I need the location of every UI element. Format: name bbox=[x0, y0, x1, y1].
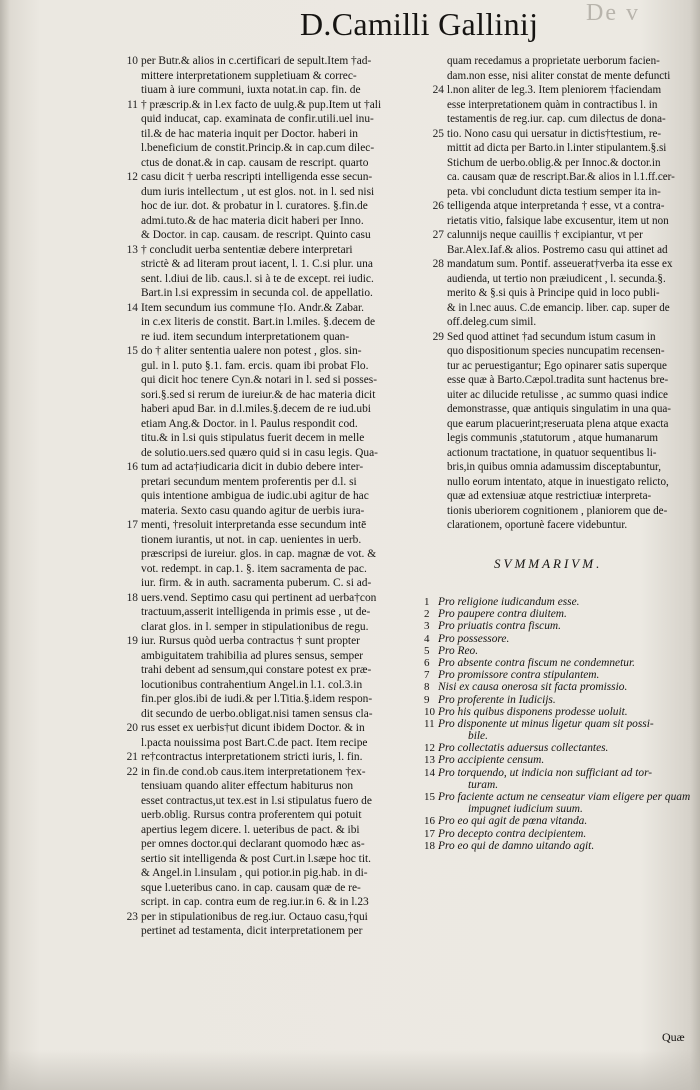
summary-item bbox=[424, 681, 700, 693]
summary-item bbox=[424, 608, 700, 620]
summary-item-text: Pro promissore contra stipulantem. bbox=[438, 669, 600, 682]
text-line bbox=[118, 533, 418, 548]
line-text: ctus de donat.& in cap. causam de rescript. quarto bbox=[141, 156, 369, 169]
summary-item bbox=[424, 742, 700, 754]
text-line bbox=[118, 605, 418, 620]
line-text: uiter ac dilucide retulisse , ac summo quasi indice bbox=[447, 388, 668, 401]
text-line bbox=[424, 286, 698, 301]
line-text: de solutio.uers.sed quæro quid si in casu legis. Qua- bbox=[141, 446, 378, 459]
line-text: pertinet ad testamenta, dicit interpretationem per bbox=[141, 925, 363, 937]
text-line bbox=[424, 112, 698, 127]
text-line bbox=[118, 431, 418, 446]
line-text: etiam Ang.& Doctor. in l. Paulus respondit cod. bbox=[141, 417, 358, 430]
line-text: que earum placuerint;reseruata plena atque exacta bbox=[447, 417, 669, 430]
text-line bbox=[118, 736, 418, 751]
summary-item-text: Pro religione iudicandum esse. bbox=[438, 596, 580, 608]
text-line bbox=[118, 808, 418, 823]
line-text: Item secundum ius commune †Io. Andr.& Zabar. bbox=[141, 301, 365, 314]
text-line bbox=[118, 489, 418, 504]
summary-item-text: Pro absente contra fiscum ne condemnetur. bbox=[438, 656, 635, 669]
line-text: dam.non esse, nisi aliter constat de mente defuncti bbox=[447, 69, 671, 82]
text-line bbox=[424, 504, 698, 519]
text-line bbox=[118, 881, 418, 896]
summary-item-number: 2 bbox=[424, 608, 430, 621]
line-text: in c.ex literis de constit. Bart.in l.miles. §.decem de bbox=[141, 316, 376, 328]
text-line bbox=[118, 794, 418, 809]
summary-item-number: 18 bbox=[424, 839, 435, 852]
line-text: bris,in quibus omnia adamussim disceptabuntur, bbox=[447, 461, 662, 473]
text-line bbox=[118, 156, 418, 171]
text-line bbox=[118, 417, 418, 432]
text-line bbox=[424, 257, 698, 272]
line-text: & Doctor. in cap. causam. de rescript. Quinto casu bbox=[141, 229, 371, 241]
text-line bbox=[118, 576, 418, 591]
text-line bbox=[424, 431, 698, 446]
margin-number: 22 bbox=[126, 765, 138, 778]
line-text: casu dicit † uerba rescripti intelligenda esse secun- bbox=[141, 171, 373, 183]
line-text: iur. Rursus quòd uerba contractus † sunt propter bbox=[141, 635, 360, 647]
text-line bbox=[118, 707, 418, 722]
text-line bbox=[424, 272, 698, 287]
line-text: menti, †resoluit interpretanda esse secundum intē bbox=[141, 519, 367, 531]
summary-item-text: Pro disponente ut minus ligetur quam sit possi- bbox=[438, 717, 654, 730]
text-line bbox=[118, 170, 418, 185]
text-line bbox=[424, 315, 698, 330]
summary-item-number: 17 bbox=[424, 827, 435, 840]
text-line bbox=[118, 852, 418, 867]
text-line bbox=[118, 373, 418, 388]
summary-item-number: 14 bbox=[424, 766, 435, 779]
text-line bbox=[118, 518, 418, 533]
line-text: uerb.oblig. Rursus contra proferentem qui potuit bbox=[141, 809, 362, 821]
right-text-column bbox=[424, 54, 698, 533]
margin-number: 26 bbox=[432, 200, 444, 212]
text-line bbox=[118, 257, 418, 272]
text-line bbox=[118, 750, 418, 765]
line-text: merito & §.si quis à Principe quid in loco publi- bbox=[447, 287, 660, 299]
line-text: qui dicit hoc tenere Cyn.& notari in l. sed si posses- bbox=[141, 374, 377, 386]
margin-number: 19 bbox=[126, 635, 138, 647]
line-text: Stichum de uerbo.oblig.& per Innoc.& doctor.in bbox=[447, 156, 661, 169]
summary-item bbox=[424, 730, 700, 742]
text-line bbox=[424, 460, 698, 475]
text-line bbox=[118, 446, 418, 461]
line-text: & in l.nec auus. C.de emancip. liber. cap. super de bbox=[447, 301, 670, 314]
text-line bbox=[118, 721, 418, 736]
summary-item bbox=[424, 840, 700, 852]
margin-number: 11 bbox=[127, 98, 138, 111]
summary-item bbox=[424, 596, 700, 608]
line-text: calunnijs neque cauillis † excipiantur, vt per bbox=[447, 229, 643, 241]
line-text: clarationem, oportunè facere videbuntur. bbox=[447, 519, 628, 531]
catchword: Quæ bbox=[662, 1030, 685, 1044]
summary-item-number: 4 bbox=[424, 632, 430, 645]
line-text: script. in cap. contra eum de reg.iur.in 6. & in l.23 bbox=[141, 896, 369, 908]
margin-number: 14 bbox=[126, 301, 138, 314]
line-text: off.deleg.cum simil. bbox=[447, 316, 537, 328]
line-text: haberi apud Bar. in d.l.miles.§.decem de re iud.ubi bbox=[141, 403, 371, 415]
page-bottom-shadow bbox=[0, 1050, 700, 1090]
line-text: hoc de iur. dot. & probatur in l. curatores. §.fin.de bbox=[141, 200, 368, 212]
text-line bbox=[118, 895, 418, 910]
text-line bbox=[424, 417, 698, 432]
text-line bbox=[424, 344, 698, 359]
text-line bbox=[118, 663, 418, 678]
summary-item-number: 11 bbox=[424, 717, 435, 730]
summary-item bbox=[424, 669, 700, 681]
summary-item-text: Pro torquendo, ut indicia non sufficiant ad tor- bbox=[438, 766, 653, 779]
line-text: Bar.Alex.Iaf.& alios. Postremo casu qui attinet ad bbox=[447, 243, 668, 256]
margin-number: 13 bbox=[126, 243, 138, 256]
text-line bbox=[118, 272, 418, 287]
text-line bbox=[424, 243, 698, 258]
text-line bbox=[424, 402, 698, 417]
line-text: † præscrip.& in l.ex facto de uulg.& pup.Item ut †ali bbox=[141, 98, 382, 111]
text-line bbox=[118, 54, 418, 69]
text-line bbox=[424, 127, 698, 142]
summary-item bbox=[424, 828, 700, 840]
text-line bbox=[118, 69, 418, 84]
summary-item-number: 15 bbox=[424, 791, 435, 803]
text-line bbox=[118, 344, 418, 359]
line-text: actionum tractatione, in quatuor sequentibus li- bbox=[447, 446, 657, 459]
line-text: tur ac peruestigantur; Ego opinarer satis superque bbox=[447, 359, 667, 372]
text-line bbox=[118, 547, 418, 562]
line-text: clarat glos. in l. semper in stipulationibus de regu. bbox=[141, 620, 369, 633]
summary-item-number: 12 bbox=[424, 742, 435, 755]
summary-item bbox=[424, 815, 700, 827]
line-text: tionis uberiorem cognitionem , planiorem que de- bbox=[447, 504, 668, 517]
text-line bbox=[118, 460, 418, 475]
line-text: præscripsi de iureiur. glos. in cap. magnæ de vot. & bbox=[141, 548, 377, 560]
summary-item-text: Pro faciente actum ne censeatur viam eligere per quam bbox=[438, 791, 691, 803]
summary-item-number: 1 bbox=[424, 596, 430, 608]
line-text: tractuum,asserit intelligenda in primis esse , ut de- bbox=[141, 606, 371, 618]
line-text: & Angel.in l.insulam , qui potior.in pig.hab. in di- bbox=[141, 867, 368, 879]
line-text: sque l.ueteribus cano. in cap. causam quæ de re- bbox=[141, 881, 361, 894]
line-text: uers.vend. Septimo casu qui pertinent ad uerba†con bbox=[141, 591, 377, 604]
text-line bbox=[118, 112, 418, 127]
text-line bbox=[118, 779, 418, 794]
summary-item bbox=[424, 779, 700, 791]
line-text: til.& de hac materia inquit per Doctor. haberi in bbox=[141, 127, 358, 140]
text-line bbox=[424, 214, 698, 229]
summary-item-text: Nisi ex causa onerosa sit facta promissio. bbox=[438, 681, 628, 694]
line-text: mittit ad dicta per Barto.in l.inter stipulantem.§.si bbox=[447, 142, 667, 154]
text-line bbox=[424, 373, 698, 388]
line-text: dit secundo de uerbo.obligat.nisi tamen sensus cla- bbox=[141, 707, 373, 720]
left-text-column bbox=[118, 54, 418, 939]
margin-number: 20 bbox=[126, 722, 138, 734]
margin-number: 24 bbox=[432, 84, 444, 96]
summary-item bbox=[424, 645, 700, 657]
line-text: apertius legem dicere. l. ueteribus de pact. & ibi bbox=[141, 823, 360, 836]
summary-item-number: 3 bbox=[424, 620, 430, 633]
text-line bbox=[118, 98, 418, 113]
line-text: esse quæ à Barto.Cæpol.tradita sunt hactenus bre- bbox=[447, 374, 669, 386]
margin-number: 16 bbox=[126, 461, 138, 473]
margin-number: 29 bbox=[432, 330, 444, 343]
line-text: Sed quod attinet †ad secundum istum casum in bbox=[447, 330, 656, 343]
line-text: quid inducat, cap. examinata de confir.utili.uel inu- bbox=[141, 113, 374, 125]
text-line bbox=[424, 359, 698, 374]
summary-item-number: 6 bbox=[424, 656, 430, 669]
text-line bbox=[118, 402, 418, 417]
text-line bbox=[118, 330, 418, 345]
text-line bbox=[424, 301, 698, 316]
summary-item bbox=[424, 791, 700, 803]
line-text: esse interpretationem quàm in contractibus l. in bbox=[447, 98, 658, 111]
text-line bbox=[424, 83, 698, 98]
line-text: quis intentione ambigua de iudic.ubi agitur de hac bbox=[141, 490, 369, 502]
margin-number: 10 bbox=[126, 55, 138, 67]
summary-item-text: turam. bbox=[468, 778, 499, 791]
text-line bbox=[118, 649, 418, 664]
summary-item bbox=[424, 767, 700, 779]
text-line bbox=[118, 866, 418, 881]
line-text: l.pacta nouissima post Bart.C.de pact. Item recipe bbox=[141, 736, 368, 749]
text-line bbox=[118, 620, 418, 635]
summary-item-text: Pro accipiente censum. bbox=[438, 754, 545, 767]
summary-item-text: Pro eo qui de damno uitando agit. bbox=[438, 839, 595, 852]
summary-item-number: 10 bbox=[424, 705, 435, 718]
text-line bbox=[424, 185, 698, 200]
summary-item bbox=[424, 706, 700, 718]
line-text: iur. firm. & in auth. sacramenta puberum. C. si ad- bbox=[141, 577, 372, 589]
line-text: admi.tuto.& de hac materia dicit haberi per Inno. bbox=[141, 214, 364, 227]
text-line bbox=[424, 388, 698, 403]
line-text: do † aliter sententia ualere non potest , glos. sin- bbox=[141, 345, 362, 357]
summary-title: SVMMARIVM. bbox=[494, 556, 603, 571]
line-text: per omnes doctor.qui declarant quomodo hæc as- bbox=[141, 838, 365, 850]
text-line bbox=[118, 504, 418, 519]
line-text: quæ ad extensiuæ atque restrictiuæ interpreta- bbox=[447, 490, 652, 502]
line-text: vot. redempt. in cap.1. §. item sacramenta de pac. bbox=[141, 562, 367, 575]
text-line bbox=[424, 518, 698, 533]
line-text: legis communis ,statutorum , atque humanarum bbox=[447, 432, 659, 444]
line-text: in fin.de cond.ob caus.item interpretationem †ex- bbox=[141, 765, 366, 778]
line-text: telligenda atque interpretanda † esse, vt a contra- bbox=[447, 200, 665, 212]
line-text: esset contractus,ut tex.est in l.si stipulatus fuero de bbox=[141, 794, 372, 807]
margin-number: 15 bbox=[126, 345, 138, 357]
text-line bbox=[118, 214, 418, 229]
text-line bbox=[118, 359, 418, 374]
text-line bbox=[424, 330, 698, 345]
line-text: quo dispositionum species nuncupatim recensen- bbox=[447, 345, 665, 357]
summary-item bbox=[424, 620, 700, 632]
text-line bbox=[118, 678, 418, 693]
text-line bbox=[424, 54, 698, 69]
summary-item-text: Pro eo qui agit de pœna vitanda. bbox=[438, 815, 588, 828]
text-line bbox=[118, 83, 418, 98]
text-line bbox=[118, 924, 418, 939]
summary-item-text: bile. bbox=[468, 730, 488, 743]
line-text: strictè & ad literam prout iacent, l. 1. C.si plur. una bbox=[141, 258, 373, 270]
text-line bbox=[118, 388, 418, 403]
margin-number: 28 bbox=[432, 258, 444, 270]
line-text: materia. Sexto casu quando agitur de uerbis iura- bbox=[141, 504, 365, 517]
margin-number: 27 bbox=[432, 229, 444, 241]
text-line bbox=[118, 692, 418, 707]
line-text: pretari secundum mentem proferentis per d.l. si bbox=[141, 475, 357, 488]
line-text: gul. in l. puto §.1. fam. ercis. quam ibi probat Flo. bbox=[141, 359, 369, 372]
line-text: ambiguitatem trahibilia ad plures sensus, semper bbox=[141, 649, 364, 662]
summary-item-text: Pro decepto contra decipientem. bbox=[438, 827, 587, 840]
line-text: † concludit uerba sententiæ debere interpretari bbox=[141, 243, 353, 256]
text-line bbox=[424, 199, 698, 214]
line-text: tionem iurantis, ut not. in cap. uenientes in uerb. bbox=[141, 533, 362, 546]
line-text: dum iuris intellectum , ut est glos. not. in l. sed nisi bbox=[141, 185, 375, 198]
summary-item-text: Pro possessore. bbox=[438, 632, 510, 645]
line-text: peta. vbi concludunt dicta testium semper ita in- bbox=[447, 185, 661, 198]
line-text: sent. l.diui de lib. caus.l. si à te de except. rei iudic. bbox=[141, 272, 374, 285]
summary-item-text: Pro proferente in Iudicijs. bbox=[438, 693, 556, 706]
summary-item-number: 5 bbox=[424, 644, 430, 657]
line-text: tiuam à iure communi, iuxta notat.in cap. fin. de bbox=[141, 84, 361, 96]
margin-number: 21 bbox=[126, 751, 138, 763]
line-text: per in stipulationibus de reg.iur. Octauo casu,†qui bbox=[141, 910, 368, 923]
bleed-through-text: De v bbox=[586, 0, 640, 26]
line-text: locutionibus contrahentium Angel.in l.1. col.3.in bbox=[141, 678, 363, 691]
text-line bbox=[118, 286, 418, 301]
text-line bbox=[118, 243, 418, 258]
line-text: demonstrasse, quæ antiquis singulatim in una qua- bbox=[447, 403, 672, 415]
line-text: titu.& in l.si quis stipulatus fuerit decem in melle bbox=[141, 432, 365, 444]
line-text: audienda, ut tertio non præiudicent , l. secunda.§. bbox=[447, 272, 666, 285]
line-text: tensiuam quando aliter effectum habiturus non bbox=[141, 780, 354, 792]
summary-item bbox=[424, 754, 700, 766]
margin-number: 25 bbox=[432, 127, 444, 140]
margin-number: 12 bbox=[126, 171, 138, 183]
text-line bbox=[118, 634, 418, 649]
summary-item-number: 7 bbox=[424, 669, 430, 682]
text-line bbox=[118, 228, 418, 243]
text-line bbox=[424, 170, 698, 185]
line-text: nullo eorum intentato, atque in inuestigato relicto, bbox=[447, 475, 669, 488]
summary-item-text: Pro priuatis contra fiscum. bbox=[438, 620, 561, 633]
text-line bbox=[424, 475, 698, 490]
text-line bbox=[424, 228, 698, 243]
text-line bbox=[424, 489, 698, 504]
summary-item bbox=[424, 694, 700, 706]
summary-item bbox=[424, 718, 700, 730]
text-line bbox=[118, 127, 418, 142]
text-line bbox=[118, 301, 418, 316]
summary-item bbox=[424, 803, 700, 815]
margin-number: 18 bbox=[126, 591, 138, 604]
text-line bbox=[118, 591, 418, 606]
text-line bbox=[424, 98, 698, 113]
line-text: sori.§.sed si rerum de iureiur.& de hac materia dicit bbox=[141, 388, 376, 401]
summary-item-number: 13 bbox=[424, 754, 435, 767]
line-text: re†contractus interpretationem stricti iuris, l. fin. bbox=[141, 751, 363, 763]
line-text: quam recedamus a proprietate uerborum facien- bbox=[447, 55, 660, 67]
summary-item-number: 8 bbox=[424, 681, 430, 694]
text-line bbox=[118, 185, 418, 200]
line-text: rietatis vitio, falsique labe excusentur, item ut non bbox=[447, 214, 669, 227]
text-line bbox=[118, 910, 418, 925]
line-text: mittere interpretationem suppletiuam & correc- bbox=[141, 69, 357, 82]
summary-item-text: Pro collectatis aduersus collectantes. bbox=[438, 742, 609, 755]
line-text: re iud. item secundum interpretationem quan- bbox=[141, 330, 350, 343]
summary-item-text: Pro paupere contra diuitem. bbox=[438, 608, 567, 621]
margin-number: 23 bbox=[126, 910, 138, 923]
text-line bbox=[118, 837, 418, 852]
page-header-title: D.Camilli Gallinij bbox=[300, 6, 539, 42]
text-line bbox=[424, 446, 698, 461]
text-line bbox=[118, 475, 418, 490]
summary-item-text: impugnet iudicium suum. bbox=[468, 803, 583, 816]
summary-item-number: 9 bbox=[424, 693, 430, 706]
line-text: tio. Nono casu qui uersatur in dictis†testium, re- bbox=[447, 127, 662, 140]
line-text: rus esset ex uerbis†ut dicunt ibidem Doctor. & in bbox=[141, 722, 365, 734]
line-text: fin.per glos.ibi de iudi.& per l.Titia.§.idem respon- bbox=[141, 693, 373, 705]
line-text: ca. causam quæ de rescript.Bar.& alios in l.1.ff.cer- bbox=[447, 171, 675, 183]
line-text: sertio sit intelligenda & post Curt.in l.sæpe hoc tit. bbox=[141, 852, 372, 865]
summary-item-text: Pro his quibus disponens prodesse uoluit. bbox=[438, 705, 628, 718]
margin-number: 17 bbox=[126, 519, 138, 531]
line-text: testamentis de reg.iur. cap. cum dilectus de dona- bbox=[447, 113, 666, 125]
summary-item-text: Pro Reo. bbox=[438, 644, 479, 657]
text-line bbox=[118, 315, 418, 330]
line-text: trahi debent ad sensum,qui constare potest ex præ- bbox=[141, 664, 372, 676]
line-text: l.non aliter de leg.3. Item pleniorem †faciendam bbox=[447, 84, 662, 96]
line-text: Bart.in l.si expressim in secunda col. de appellatio. bbox=[141, 287, 373, 299]
text-line bbox=[118, 765, 418, 780]
text-line bbox=[118, 199, 418, 214]
text-line bbox=[118, 562, 418, 577]
text-line bbox=[118, 823, 418, 838]
text-line bbox=[424, 141, 698, 156]
line-text: per Butr.& alios in c.certificari de sepult.Item †ad- bbox=[141, 55, 372, 67]
text-line bbox=[424, 69, 698, 84]
summary-item-number: 16 bbox=[424, 815, 435, 828]
text-line bbox=[424, 156, 698, 171]
line-text: tum ad acta†iudicaria dicit in dubio debere inter- bbox=[141, 461, 364, 473]
line-text: l.beneficium de constit.Princip.& in cap.cum dilec- bbox=[141, 142, 375, 154]
summary-item bbox=[424, 657, 700, 669]
text-line bbox=[118, 141, 418, 156]
summary-item bbox=[424, 633, 700, 645]
line-text: mandatum sum. Pontif. asseuerat†verba ita esse ex bbox=[447, 258, 673, 270]
summary-list bbox=[424, 596, 700, 852]
